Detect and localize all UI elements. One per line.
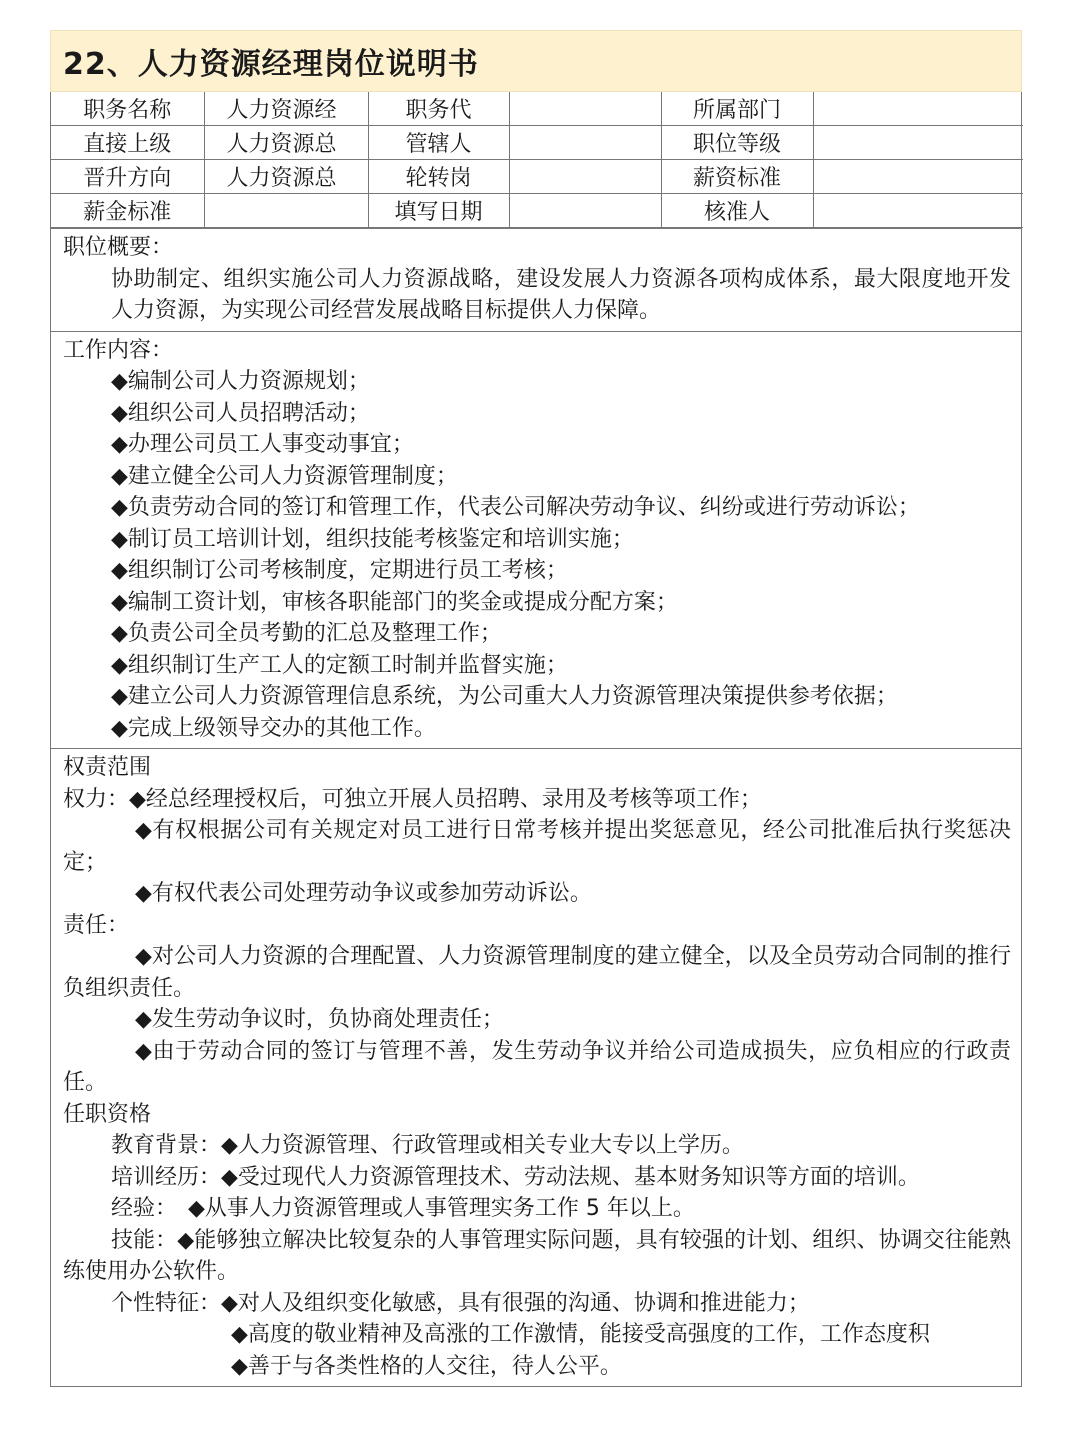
personality-list [63,1319,1011,1382]
document-page [50,30,1022,1387]
duty-item: ◆对公司人力资源的合理配置、人力资源管理制度的建立健全，以及全员劳动合同制的推行负组织责任。 [63,944,1011,1001]
training-line: 培训经历：◆受过现代人力资源管理技术、劳动法规、基本财务知识等方面的培训。 [111,1164,920,1190]
info-label-cell: 晋升方向 [51,160,204,194]
power-item: ◆有权代表公司处理劳动争议或参加劳动诉讼。 [135,881,592,906]
work-item: ◆负责劳动合同的签订和管理工作，代表公司解决劳动争议、纠纷或进行劳动诉讼； [111,495,920,520]
info-label-cell: 轮转岗 [368,160,509,194]
info-value-cell [509,160,661,194]
info-row [51,92,1023,126]
power-first-line [63,784,1011,816]
power-label: 权力： [63,786,130,812]
duty-label: 责任： [63,912,130,938]
work-item: ◆组织制订公司考核制度，定期进行员工考核； [111,558,568,583]
work-item: ◆建立健全公司人力资源管理制度； [111,463,458,489]
info-value-cell [813,160,1023,194]
info-value-cell [204,194,368,228]
info-label-cell: 填写日期 [368,194,509,228]
title-bar [50,30,1022,92]
personality-item: ◆善于与各类性格的人交往，待人公平。 [231,1353,622,1379]
skill-line: 技能：◆能够独立解决比较复杂的人事管理实际问题，具有较强的计划、组织、协调交往能熟练使用办公软件。 [63,1227,1011,1284]
scope-section [51,748,1021,1386]
duty-item: ◆由于劳动合同的签订与管理不善，发生劳动争议并给公司造成损失，应负相应的行政责任。 [63,1038,1011,1095]
scope-heading: 权责范围 [63,755,152,780]
info-label-cell: 薪资标准 [661,160,813,194]
info-label-cell: 管辖人 [368,126,509,160]
work-item: ◆建立公司人力资源管理信息系统，为公司重大人力资源管理决策提供参考依据； [111,684,898,709]
education-line: 教育背景：◆人力资源管理、行政管理或相关专业大专以上学历。 [111,1133,744,1158]
info-label-cell: 职务代 [368,92,509,126]
power-list [63,815,1011,910]
info-value-cell [509,194,661,228]
work-heading: 工作内容： [63,337,174,363]
info-label-cell: 直接上级 [51,126,204,160]
info-label-cell: 核准人 [661,194,813,228]
work-item: ◆完成上级领导交办的其他工作。 [111,715,436,741]
info-value-cell [813,194,1023,228]
overview-text: 协助制定、组织实施公司人力资源战略，建设发展人力资源各项构成体系，最大限度地开发人力资源，为实现公司经营发展战略目标提供人力保障。 [111,266,1011,323]
info-row [51,126,1023,160]
info-value-cell [813,92,1023,126]
info-row [51,160,1023,194]
work-item: ◆负责公司全员考勤的汇总及整理工作； [111,621,502,646]
info-value-cell: 人力资源总 [204,160,368,194]
overview-heading: 职位概要： [63,235,174,260]
info-value-cell: 人力资源经 [204,92,368,126]
work-item: ◆编制公司人力资源规划； [111,369,370,394]
work-item: ◆制订员工培训计划，组织技能考核鉴定和培训实施； [111,526,634,552]
power-item: ◆经总经理授权后，可独立开展人员招聘、录用及考核等项工作； [129,786,762,812]
job-description-sheet [50,92,1022,1387]
work-section [51,331,1021,749]
work-item: ◆组织公司人员招聘活动； [111,400,370,426]
personality-item: ◆高度的敬业精神及高涨的工作激情，能接受高强度的工作，工作态度积 [231,1322,930,1347]
info-label-cell: 所属部门 [661,92,813,126]
info-value-cell: 人力资源总 [204,126,368,160]
work-list [63,366,1011,744]
info-label-cell: 职务名称 [51,92,204,126]
experience-line: 经验： ◆从事人力资源管理或人事管理实务工作 5 年以上。 [111,1196,695,1221]
qualification-heading: 任职资格 [63,1101,152,1127]
info-table [51,92,1023,228]
info-value-cell [509,126,661,160]
info-label-cell: 薪金标准 [51,194,204,228]
info-value-cell [509,92,661,126]
info-value-cell [813,126,1023,160]
overview-section [51,228,1021,331]
work-item: ◆编制工资计划，审核各职能部门的奖金或提成分配方案； [111,589,678,615]
power-item: ◆有权根据公司有关规定对员工进行日常考核并提出奖惩意见，经公司批准后执行奖惩决定； [63,818,1011,875]
info-label-cell: 职位等级 [661,126,813,160]
duty-item: ◆发生劳动争议时，负协商处理责任； [135,1007,504,1032]
work-item: ◆办理公司员工人事变动事宜； [111,432,414,457]
duty-list [63,941,1011,1099]
document-title: 22、人力资源经理岗位说明书 [63,47,479,82]
work-item: ◆组织制订生产工人的定额工时制并监督实施； [111,652,568,678]
personality-first-line: 个性特征：◆对人及组织变化敏感，具有很强的沟通、协调和推进能力； [111,1290,810,1316]
info-row [51,194,1023,228]
